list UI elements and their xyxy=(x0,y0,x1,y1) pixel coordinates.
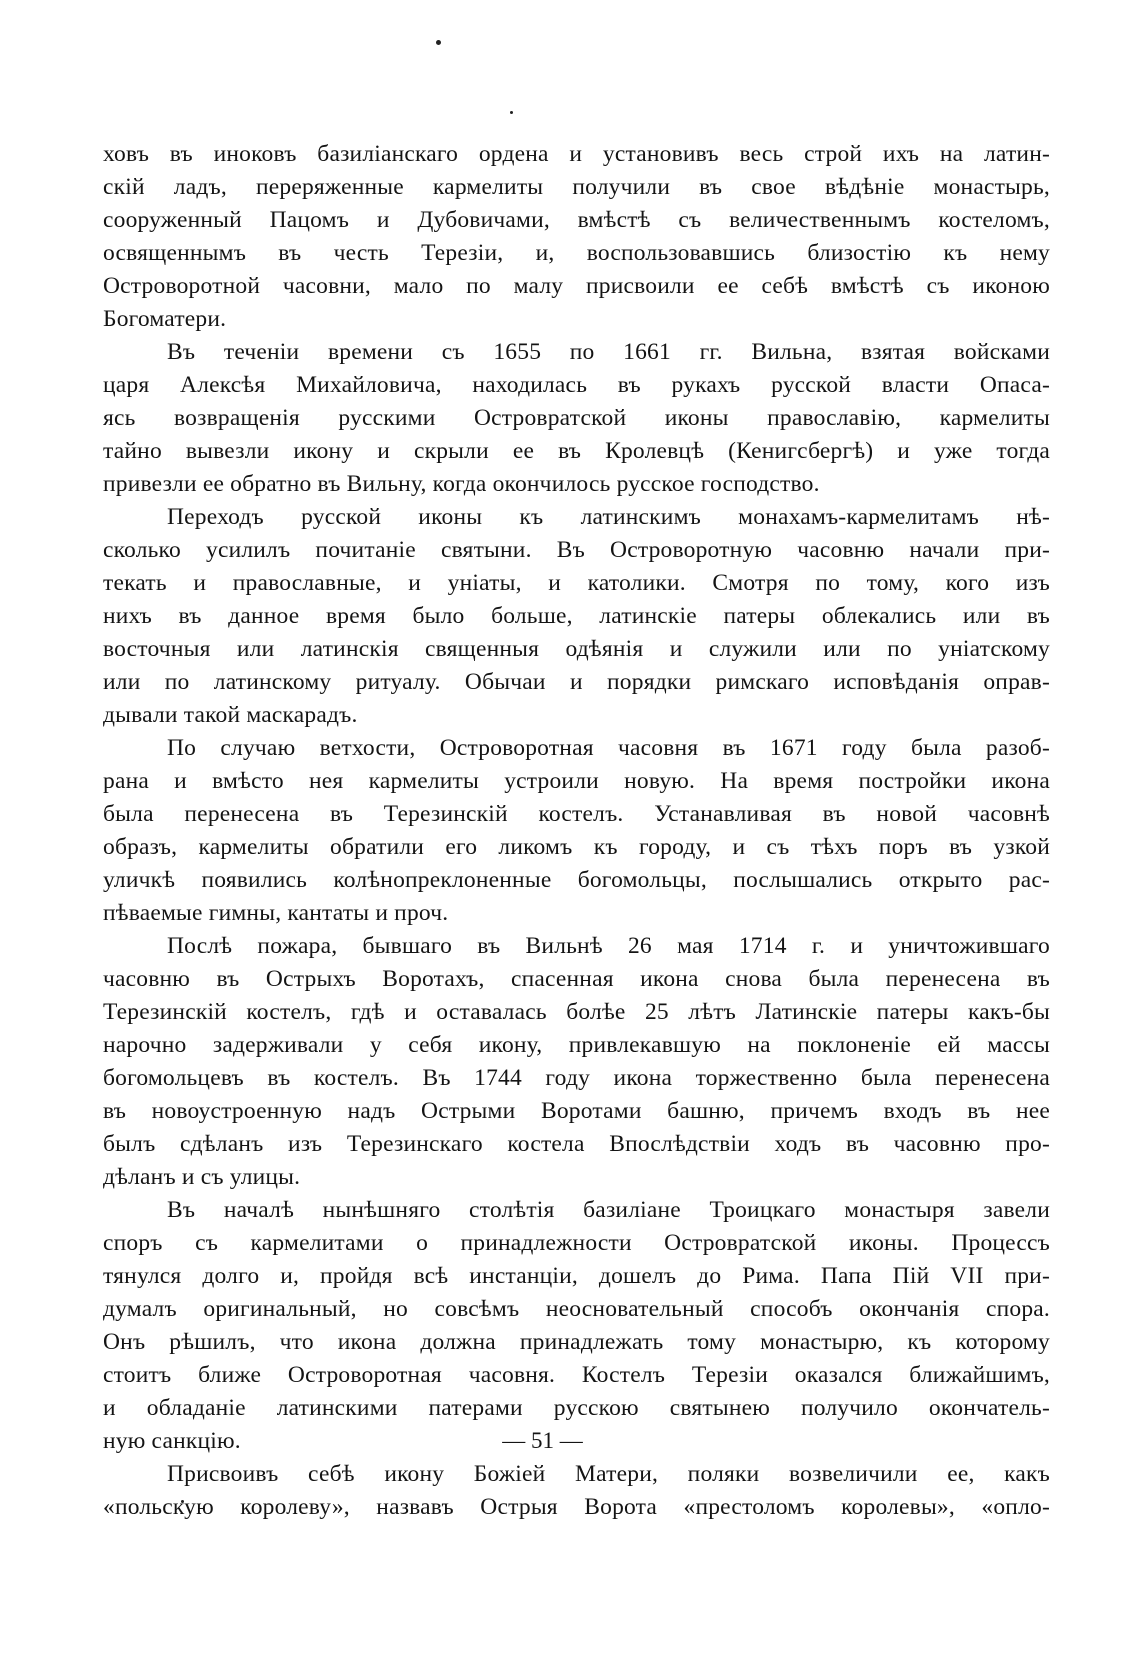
scan-speck xyxy=(510,111,513,114)
paragraph xyxy=(103,336,1050,501)
text-line: образъ, кармелиты обратили его ликомъ къ городу, и съ тѣхъ поръ въ узкой xyxy=(103,834,1050,860)
text-line: богомольцевъ въ костелъ. Въ 1744 году икона торжественно была перенесена xyxy=(103,1065,1050,1091)
text-line: дѣланъ и съ улицы. xyxy=(103,1164,301,1190)
text-line: привезли ее обратно въ Вильну, когда окончилось русское господство. xyxy=(103,471,820,497)
text-line: сооруженный Пацомъ и Дубовичами, вмѣстѣ съ величественнымъ костеломъ, xyxy=(103,207,1050,233)
text-line: царя Алексѣя Михайловича, находилась въ рукахъ русской власти Опаса- xyxy=(103,372,1050,398)
paragraph xyxy=(103,138,1050,336)
text-line: въ новоустроенную надъ Острыми Воротами башню, причемъ входъ въ нее xyxy=(103,1098,1050,1124)
text-line: думалъ оригинальный, но совсѣмъ неосновательный способъ окончанія спора. xyxy=(103,1296,1050,1322)
text-line: тянулся долго и, пройдя всѣ инстанціи, дошелъ до Рима. Папа Пій VII при- xyxy=(103,1263,1050,1289)
text-line: часовню въ Острыхъ Воротахъ, спасенная икона снова была перенесена въ xyxy=(103,966,1050,992)
text-line: сколько усилилъ почитаніе святыни. Въ Островоротную часовню начали при- xyxy=(103,537,1050,563)
text-line: ную санкцію. xyxy=(103,1428,241,1454)
text-line: освященнымъ въ честь Терезіи, и, воспользовавшись близостію къ нему xyxy=(103,240,1050,266)
paragraph xyxy=(103,930,1050,1194)
text-line: или по латинскому ритуалу. Обычаи и порядки римскаго исповѣданія оправ- xyxy=(103,669,1050,695)
text-line: Переходъ русской иконы къ латинскимъ монахамъ-кармелитамъ нѣ- xyxy=(167,504,1050,530)
text-line: былъ сдѣланъ изъ Терезинскаго костела Впослѣдствіи ходъ въ часовню про- xyxy=(103,1131,1050,1157)
scan-speck xyxy=(436,40,441,45)
text-line: Богоматери. xyxy=(103,306,227,332)
text-line: Онъ рѣшилъ, что икона должна принадлежать тому монастырю, къ которому xyxy=(103,1329,1050,1355)
text-line: Островоротной часовни, мало по малу присвоили ее себѣ вмѣстѣ съ иконою xyxy=(103,273,1050,299)
text-line: восточныя или латинскія священныя одѣянія и служили или по уніатскому xyxy=(103,636,1050,662)
text-line: дывали такой маскарадъ. xyxy=(103,702,358,728)
text-line: скій ладъ, переряженные кармелиты получили въ свое вѣдѣніе монастырь, xyxy=(103,174,1050,200)
text-line: тайно вывезли икону и скрыли ее въ Кролевцѣ (Кенигсбергѣ) и уже тогда xyxy=(103,438,1050,464)
body-text xyxy=(103,138,1050,1524)
text-line: «польскую королеву», назвавъ Острыя Ворота «престоломъ королевы», «опло- xyxy=(103,1494,1050,1520)
text-line: нарочно задерживали у себя икону, привлекавшую на поклоненіе ей массы xyxy=(103,1032,1050,1058)
text-line: рана и вмѣсто нея кармелиты устроили новую. На время постройки икона xyxy=(103,768,1050,794)
text-line: была перенесена въ Терезинскій костелъ. Устанавливая въ новой часовнѣ xyxy=(103,801,1050,827)
page-number: — 51 — xyxy=(502,1428,583,1453)
text-line: Въ теченіи времени съ 1655 по 1661 гг. Вильна, взятая войсками xyxy=(167,339,1050,365)
paragraph xyxy=(103,501,1050,732)
text-line: нихъ въ данное время было больше, латинскіе патеры облекались или въ xyxy=(103,603,1050,629)
text-line: Въ началѣ нынѣшняго столѣтія базиліане Троицкаго монастыря завели xyxy=(167,1197,1050,1223)
paragraph xyxy=(103,732,1050,930)
text-line: споръ съ кармелитами о принадлежности Островратской иконы. Процессъ xyxy=(103,1230,1050,1256)
text-line: По случаю ветхости, Островоротная часовня въ 1671 году была разоб- xyxy=(167,735,1050,761)
paragraph xyxy=(103,1194,1050,1458)
text-line: и обладаніе латинскими патерами русскою святынею получило окончатель- xyxy=(103,1395,1050,1421)
text-line: текать и православные, и уніаты, и католики. Смотря по тому, кого изъ xyxy=(103,570,1050,596)
text-line: Послѣ пожара, бывшаго въ Вильнѣ 26 мая 1714 г. и уничтожившаго xyxy=(167,933,1050,959)
text-line: пѣваемые гимны, кантаты и проч. xyxy=(103,900,449,926)
paragraph xyxy=(103,1458,1050,1524)
text-line: Терезинскій костелъ, гдѣ и оставалась болѣе 25 лѣтъ Латинскіе патеры какъ-бы xyxy=(103,999,1050,1025)
text-line: стоитъ ближе Островоротная часовня. Костелъ Терезіи оказался ближайшимъ, xyxy=(103,1362,1050,1388)
text-line: уличкѣ появились колѣнопреклоненные богомольцы, послышались открыто рас- xyxy=(103,867,1050,893)
text-line: ясь возвращенія русскими Островратской иконы православію, кармелиты xyxy=(103,405,1050,431)
text-line: Присвоивъ себѣ икону Божіей Матери, поляки возвеличили ее, какъ xyxy=(167,1461,1050,1487)
text-line: ховъ въ иноковъ базиліанскаго ордена и установивъ весь строй ихъ на латин- xyxy=(103,141,1050,167)
